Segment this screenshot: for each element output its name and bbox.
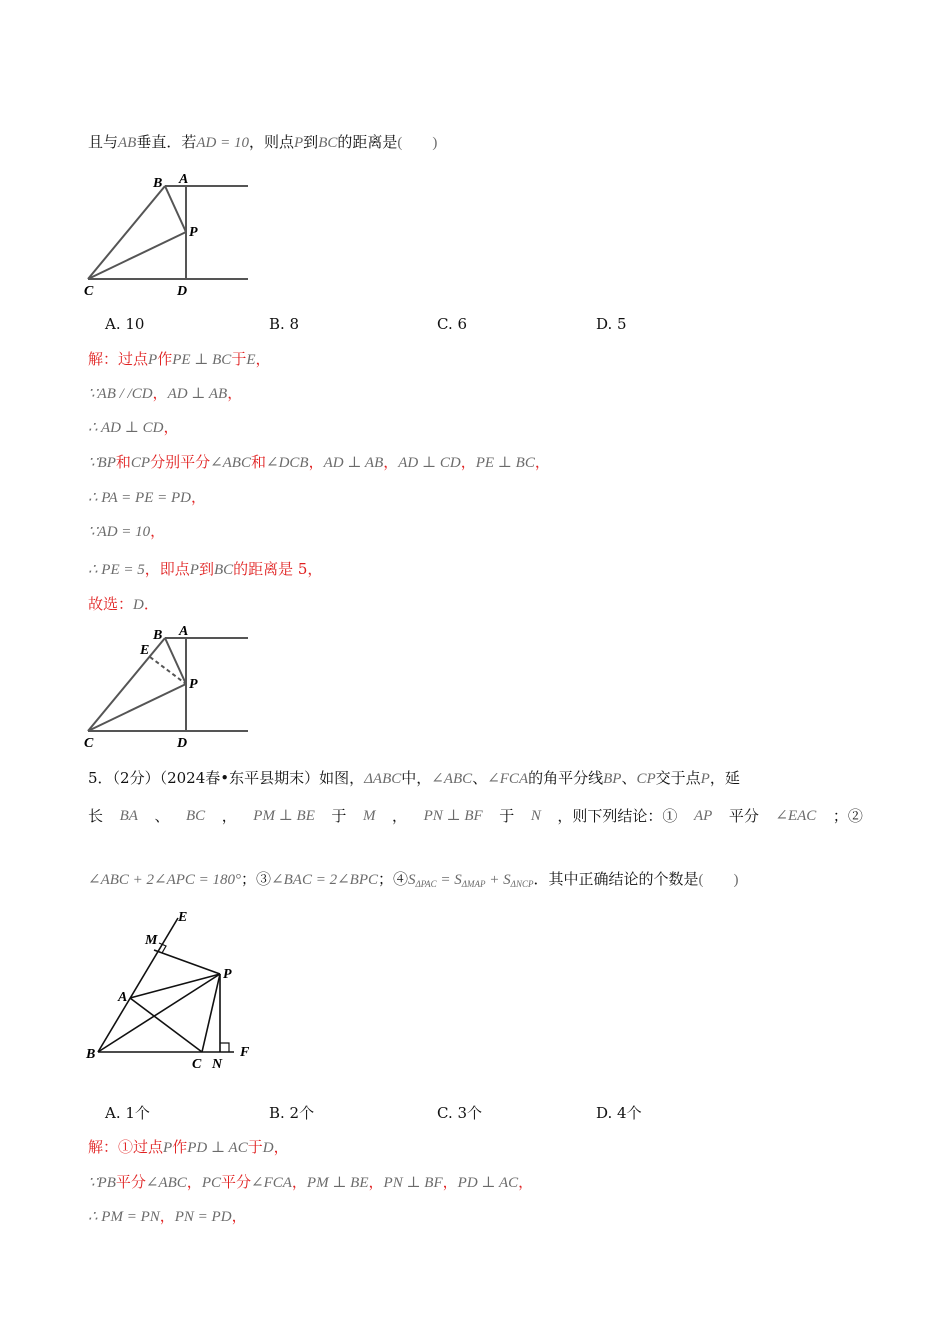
fig3-label-f: F [240, 1045, 250, 1060]
q4-sol-line-7: ∴ PE = 5，即点P到BC的距离是 5， [88, 560, 323, 578]
q4-stem: 且与AB垂直．若AD = 10，则点P到BC的距离是( ) [88, 133, 438, 151]
fig3-label-m: M [145, 933, 158, 948]
fig2-label-d: D [177, 736, 188, 750]
q5-figure [82, 906, 262, 1078]
fig3-label-p: P [223, 967, 232, 982]
q5-stem-line-1: 5．（2分）（2024春•东平县期末）如图，ΔABC中，∠ABC、∠FCA的角平分线BP、CP交于点P，延 [88, 769, 740, 787]
fig3-label-a: A [118, 990, 128, 1005]
fig2-label-b: B [153, 628, 163, 643]
fig1-label-a: A [179, 172, 189, 187]
fig2-label-c: C [84, 736, 94, 750]
fig2-label-e: E [140, 643, 150, 658]
q4-sol-line-1: 解：过点P作PE ⊥ BC于E， [88, 350, 271, 368]
q4-option-d: D. 5 [596, 315, 627, 333]
fig1-label-c: C [84, 284, 94, 299]
fig3-label-c: C [192, 1057, 202, 1072]
q5-option-c: C. 3个 [437, 1104, 483, 1122]
q4-sol-line-3: ∴ AD ⊥ CD， [88, 418, 179, 436]
q5-option-b: B. 2个 [269, 1104, 315, 1122]
q4-sol-line-2: ∵AB / /CD，AD ⊥ AB， [88, 384, 243, 402]
q4-solution-figure [80, 622, 260, 750]
fig1-label-b: B [153, 176, 163, 191]
fig3-label-n: N [212, 1057, 223, 1072]
q5-option-a: A. 1个 [105, 1104, 150, 1122]
fig2-label-p: P [189, 677, 198, 692]
q5-sol-line-2: ∵PB平分∠ABC，PC平分∠FCA，PM ⊥ BE，PN ⊥ BF，PD ⊥ AC， [88, 1173, 534, 1191]
q5-stem-line-2: 长 BA 、 BC ， PM ⊥ BE 于 M ， PN ⊥ BF 于 N ，则下列结论：① AP 平分 ∠EAC ；② [88, 807, 863, 825]
q5-option-d: D. 4个 [596, 1104, 642, 1122]
fig1-label-p: P [189, 225, 198, 240]
q4-option-a: A. 10 [105, 315, 145, 333]
q4-sol-line-5: ∴ PA = PE = PD， [88, 488, 206, 506]
fig3-label-b: B [86, 1047, 96, 1062]
q4-sol-line-6: ∵AD = 10， [88, 522, 166, 540]
q4-option-c: C. 6 [437, 315, 468, 333]
q4-sol-line-8: 故选：D． [88, 595, 159, 613]
q4-option-b: B. 8 [269, 315, 300, 333]
fig2-label-a: A [179, 624, 189, 639]
q5-stem-line-3: ∠ABC + 2∠APC = 180°；③∠BAC = 2∠BPC；$④S_{\Delta PAC} = S_{\Delta MAP} + S_{\Delta NCP}$．其中正确结论的个数是( ) [88, 870, 739, 889]
q4-sol-line-4: ∵BP和CP分别平分∠ABC和∠DCB，AD ⊥ AB，AD ⊥ CD，PE ⊥ BC， [88, 453, 550, 471]
q5-sol-line-1: 解：①过点P作PD ⊥ AC于D， [88, 1138, 289, 1156]
fig3-label-e: E [178, 910, 188, 925]
fig1-label-d: D [177, 284, 188, 299]
q4-figure [80, 170, 260, 300]
q5-sol-line-3: ∴ PM = PN，PN = PD， [88, 1207, 247, 1225]
